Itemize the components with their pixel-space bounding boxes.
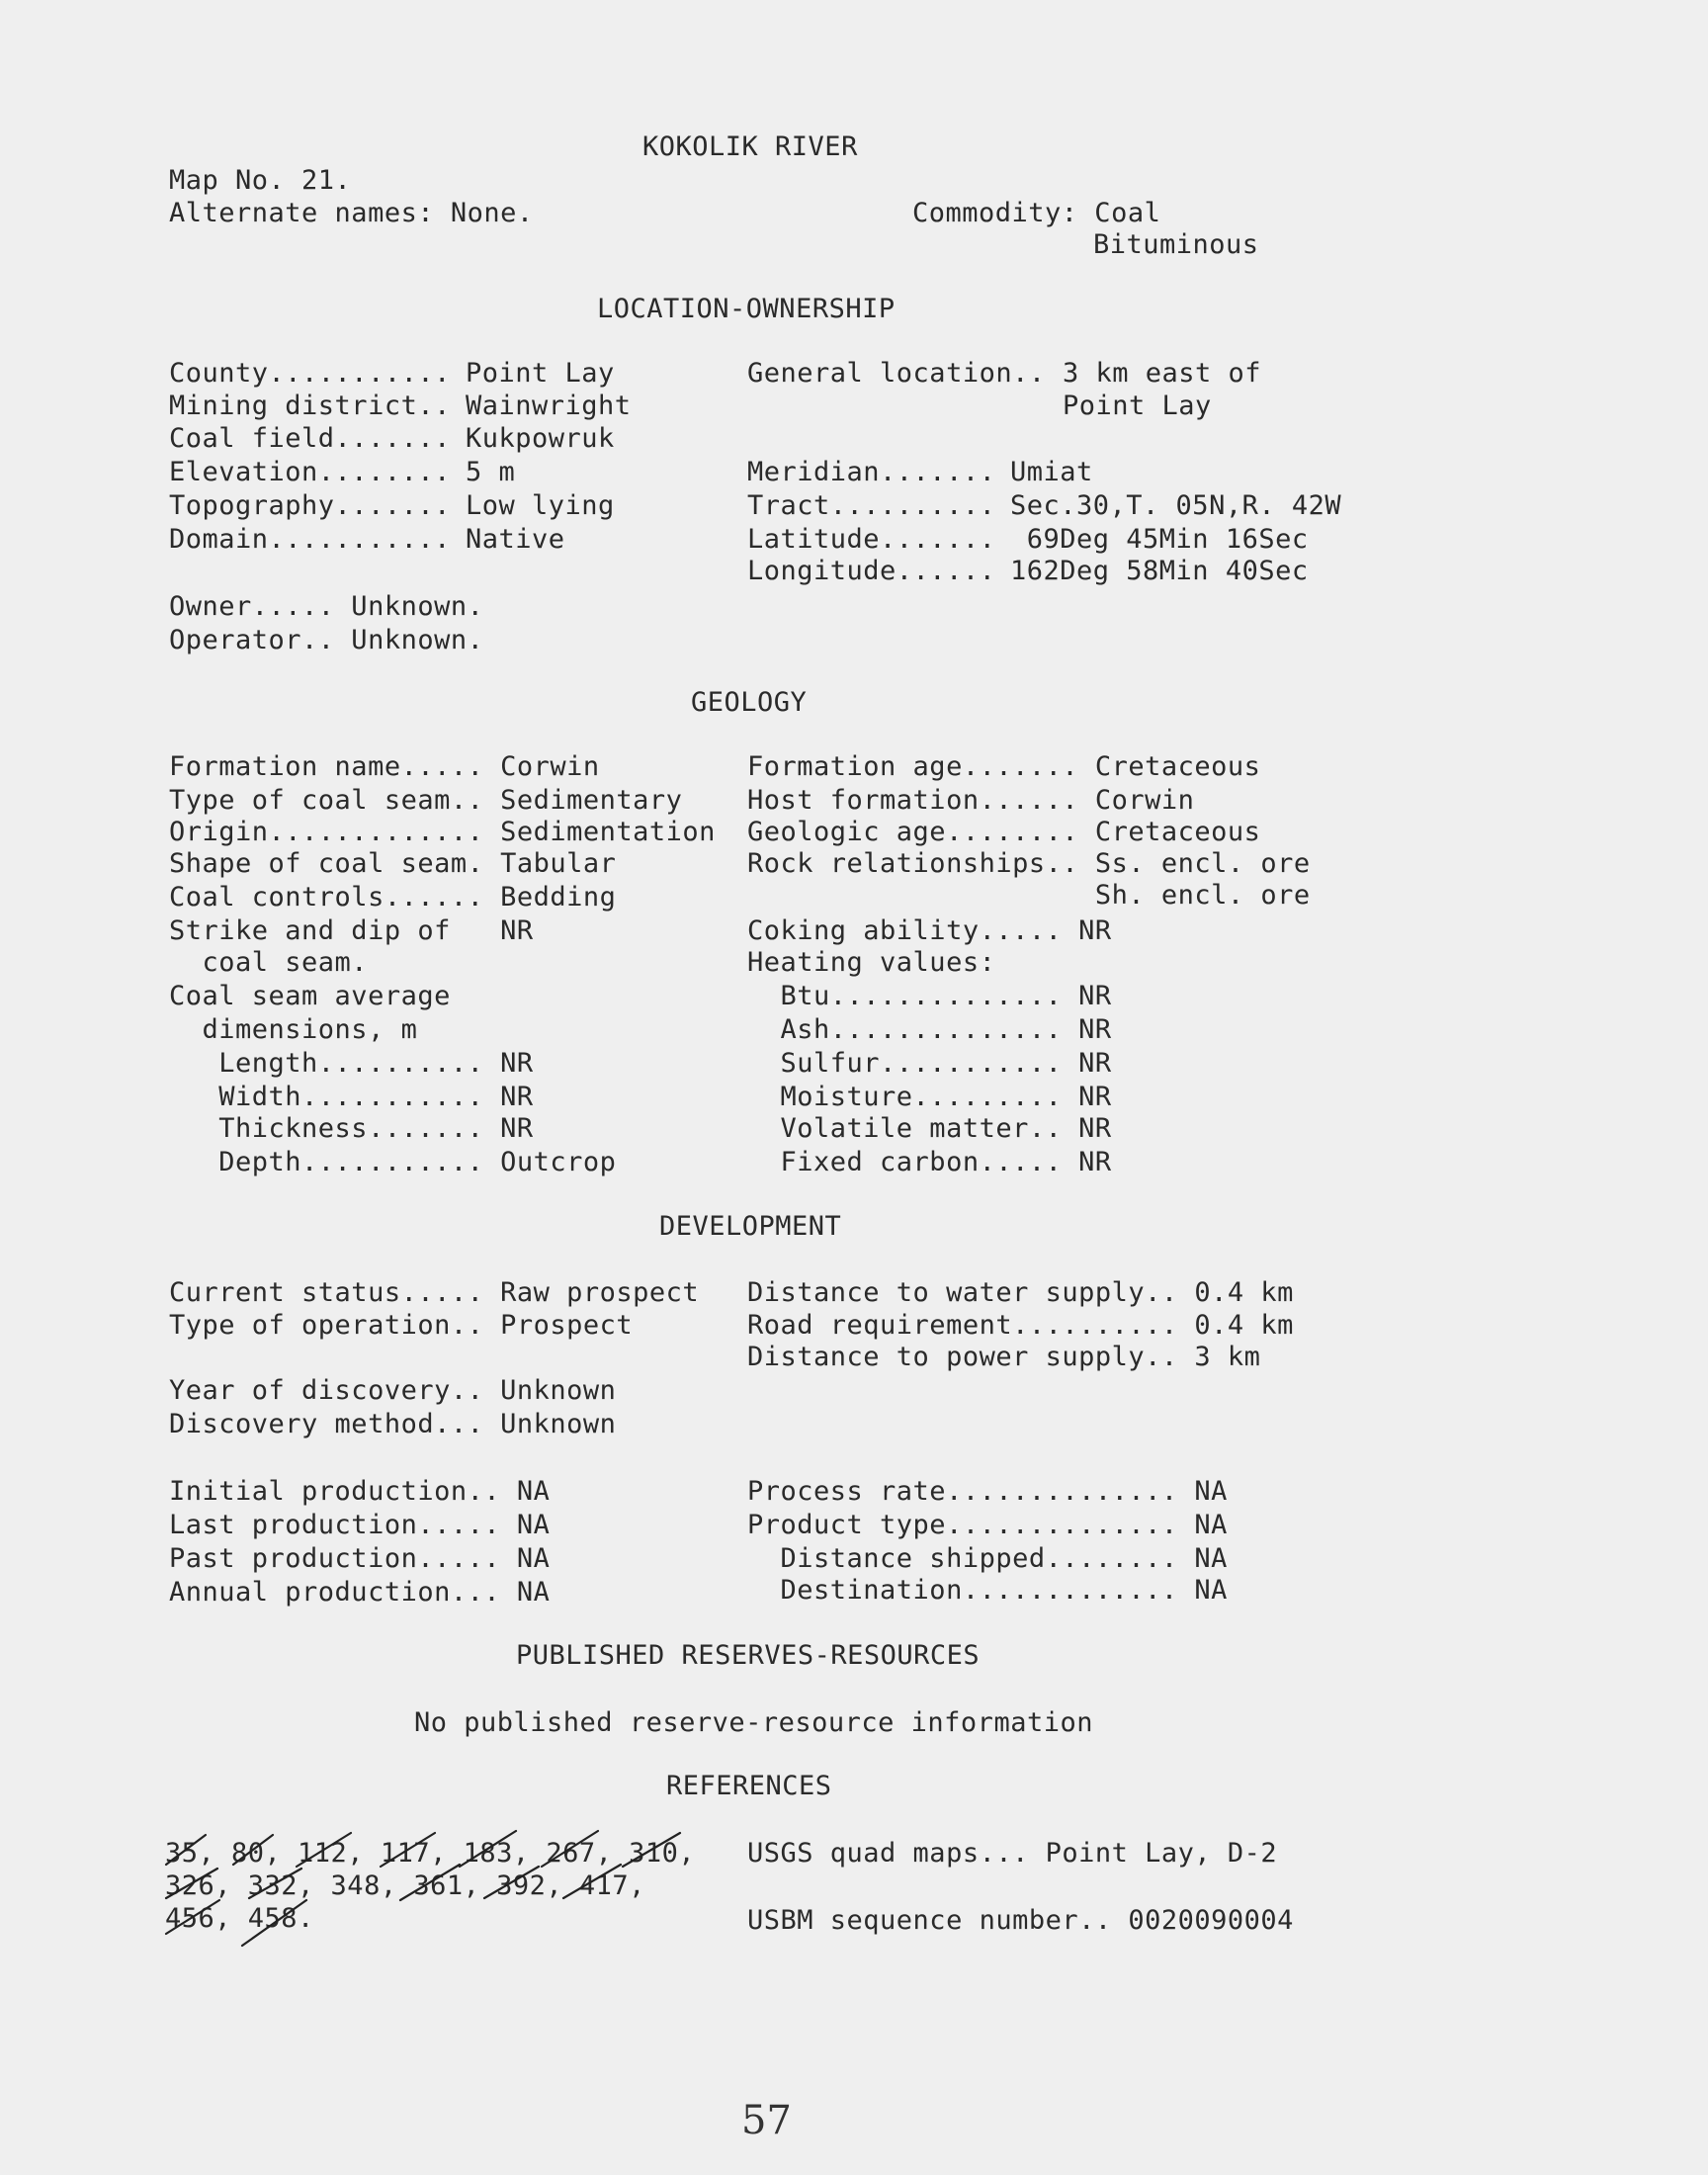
reserves-text: No published reserve-resource information bbox=[414, 1707, 1093, 1738]
geology-field: Type of coal seam.. Sedimentary bbox=[169, 785, 683, 816]
reference-numbers: 456, 458. bbox=[165, 1903, 314, 1934]
map-number: Map No. 21. bbox=[169, 165, 352, 196]
location-value: Native bbox=[466, 524, 565, 555]
geology-field: Coal seam average bbox=[169, 981, 451, 1011]
location-value: 69Deg 45Min 16Sec bbox=[1010, 524, 1309, 555]
geology-field: Sulfur........... NR bbox=[747, 1048, 1112, 1079]
production-field: Destination............. NA bbox=[747, 1575, 1228, 1606]
geology-field: Depth........... Outcrop bbox=[169, 1147, 617, 1177]
development-field: Distance to water supply.. 0.4 km bbox=[747, 1277, 1294, 1308]
section-heading-development: DEVELOPMENT bbox=[659, 1211, 842, 1242]
geology-field: Shape of coal seam. Tabular bbox=[169, 848, 617, 879]
development-field: Current status..... Raw prospect bbox=[169, 1277, 700, 1308]
reference-numbers: 35, 80, 112, 117, 183, 267, 310, bbox=[165, 1838, 696, 1869]
production-field: Product type.............. NA bbox=[747, 1510, 1228, 1540]
geology-field: Sh. encl. ore bbox=[747, 880, 1311, 911]
geology-field: Volatile matter.. NR bbox=[747, 1113, 1112, 1144]
section-heading-references: REFERENCES bbox=[666, 1771, 832, 1801]
geology-field: Coal controls...... Bedding bbox=[169, 882, 617, 913]
location-label: Coal field....... bbox=[169, 423, 451, 454]
geology-field: Rock relationships.. Ss. encl. ore bbox=[747, 848, 1311, 879]
location-value: 5 m bbox=[466, 457, 516, 487]
production-field: Initial production.. NA bbox=[169, 1476, 551, 1507]
handwritten-strikeouts bbox=[158, 1825, 712, 1954]
geology-field: Thickness....... NR bbox=[169, 1113, 534, 1144]
location-value: Low lying bbox=[466, 490, 615, 521]
geology-field: Width........... NR bbox=[169, 1082, 534, 1112]
location-label: Domain........... bbox=[169, 524, 451, 555]
location-label: Tract.......... bbox=[747, 490, 996, 521]
geology-field: Heating values: bbox=[747, 947, 996, 978]
location-value: Wainwright bbox=[466, 391, 632, 421]
geology-field: Moisture......... NR bbox=[747, 1082, 1112, 1112]
document-title: KOKOLIK RIVER bbox=[642, 131, 858, 162]
location-value: Umiat bbox=[1010, 457, 1093, 487]
geology-field: Length.......... NR bbox=[169, 1048, 534, 1079]
geology-field: Origin............. Sedimentation bbox=[169, 817, 716, 847]
location-value: 162Deg 58Min 40Sec bbox=[1010, 556, 1309, 586]
geology-field: Geologic age........ Cretaceous bbox=[747, 817, 1261, 847]
geology-field: Btu.............. NR bbox=[747, 981, 1112, 1011]
production-field: Past production..... NA bbox=[169, 1543, 551, 1574]
geology-field: Ash.............. NR bbox=[747, 1014, 1112, 1045]
development-field: Discovery method... Unknown bbox=[169, 1409, 617, 1439]
usgs-quad-maps: USGS quad maps... Point Lay, D-2 bbox=[747, 1838, 1278, 1869]
location-label: Latitude....... bbox=[747, 524, 996, 555]
production-field: Last production..... NA bbox=[169, 1510, 551, 1540]
location-label: Meridian....... bbox=[747, 457, 996, 487]
section-heading-location: LOCATION-OWNERSHIP bbox=[597, 294, 896, 324]
commodity: Commodity: Coal bbox=[912, 198, 1161, 228]
page-number: 57 bbox=[741, 2098, 792, 2143]
production-field: Annual production... NA bbox=[169, 1577, 551, 1608]
development-field: Road requirement.......... 0.4 km bbox=[747, 1310, 1294, 1341]
development-field: Distance to power supply.. 3 km bbox=[747, 1342, 1261, 1372]
owner: Owner..... Unknown. bbox=[169, 591, 484, 622]
location-value: Kukpowruk bbox=[466, 423, 615, 454]
production-field: Process rate.............. NA bbox=[747, 1476, 1228, 1507]
production-field: Distance shipped........ NA bbox=[747, 1543, 1228, 1574]
location-label: Elevation........ bbox=[169, 457, 451, 487]
geology-field: Fixed carbon..... NR bbox=[747, 1147, 1112, 1177]
commodity-type: Bituminous bbox=[1093, 229, 1259, 260]
general-location-value: 3 km east of bbox=[1063, 358, 1262, 389]
geology-field: Host formation...... Corwin bbox=[747, 785, 1195, 816]
geology-field: dimensions, m bbox=[169, 1014, 418, 1045]
geology-field: Formation name..... Corwin bbox=[169, 751, 600, 782]
geology-field: Strike and dip of NR bbox=[169, 915, 534, 946]
development-field: Type of operation.. Prospect bbox=[169, 1310, 634, 1341]
location-label: Topography....... bbox=[169, 490, 451, 521]
general-location-label: General location.. bbox=[747, 358, 1046, 389]
section-heading-reserves: PUBLISHED RESERVES-RESOURCES bbox=[516, 1640, 981, 1671]
geology-field: Coking ability..... NR bbox=[747, 915, 1112, 946]
development-field: Year of discovery.. Unknown bbox=[169, 1375, 617, 1406]
usbm-sequence-number: USBM sequence number.. 0020090004 bbox=[747, 1905, 1294, 1936]
location-value: Point Lay bbox=[466, 358, 615, 389]
operator: Operator.. Unknown. bbox=[169, 625, 484, 655]
section-heading-geology: GEOLOGY bbox=[691, 687, 808, 718]
reference-numbers: 326, 332, 348, 361, 392, 417, bbox=[165, 1870, 645, 1901]
geology-field: coal seam. bbox=[169, 947, 369, 978]
geology-field: Formation age....... Cretaceous bbox=[747, 751, 1261, 782]
general-location-value-cont: Point Lay bbox=[1063, 391, 1212, 421]
location-label: County........... bbox=[169, 358, 451, 389]
location-label: Longitude...... bbox=[747, 556, 996, 586]
location-label: Mining district.. bbox=[169, 391, 451, 421]
alternate-names: Alternate names: None. bbox=[169, 198, 534, 228]
location-value: Sec.30,T. 05N,R. 42W bbox=[1010, 490, 1342, 521]
